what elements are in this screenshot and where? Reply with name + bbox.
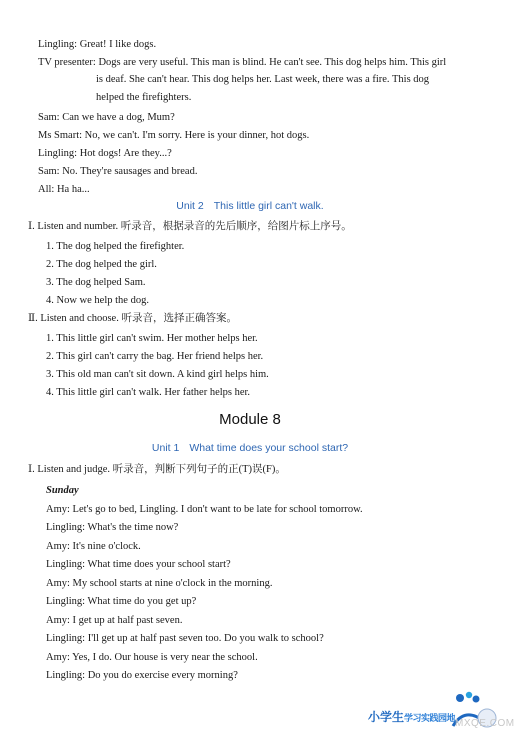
list-item: 2. The dog helped the girl. bbox=[46, 259, 157, 270]
dialogue-line: is deaf. She can't hear. This dog helps her. Last week, there was a fire. This dog bbox=[96, 74, 430, 85]
list-item: 4. This little girl can't walk. Her father helps her. bbox=[46, 387, 251, 398]
day-label: Sunday bbox=[46, 485, 79, 496]
dialogue-line: All: Ha ha... bbox=[38, 184, 90, 195]
unit-title: What time does your school start? bbox=[189, 442, 349, 454]
list-item: 3. This old man can't sit down. A kind girl helps him. bbox=[46, 369, 269, 380]
unit-heading bbox=[0, 442, 500, 454]
dialogue-line: Sam: No. They're sausages and bread. bbox=[38, 166, 198, 177]
brand-main: 小学生 bbox=[368, 710, 405, 724]
unit-heading bbox=[0, 200, 500, 212]
unit-label: Unit 2 bbox=[176, 200, 204, 212]
dialogue-line: Amy: I get up at half past seven. bbox=[46, 615, 183, 626]
footer-logo bbox=[365, 688, 515, 735]
dialogue-line: Lingling: What time does your school start? bbox=[46, 559, 231, 570]
section-header: Ⅰ. Listen and judge. 听录音，判断下列句子的正(T)误(F)。 bbox=[28, 464, 286, 475]
list-item: 3. The dog helped Sam. bbox=[46, 277, 146, 288]
unit-title: This little girl can't walk. bbox=[213, 200, 324, 212]
dialogue-line: Lingling: What's the time now? bbox=[46, 522, 179, 533]
list-item: 4. Now we help the dog. bbox=[46, 295, 149, 306]
dialogue-line: Lingling: I'll get up at half past seven too. Do you walk to school? bbox=[46, 633, 324, 644]
dialogue-line: Sam: Can we have a dog, Mum? bbox=[38, 112, 175, 123]
section-header: Ⅱ. Listen and choose. 听录音，选择正确答案。 bbox=[28, 313, 237, 324]
dialogue-line: Ms Smart: No, we can't. I'm sorry. Here is your dinner, hot dogs. bbox=[38, 130, 310, 141]
dialogue-line: Lingling: Do you do exercise every morning? bbox=[46, 670, 238, 681]
module-heading: Module 8 bbox=[219, 411, 281, 428]
list-item: 1. This little girl can't swim. Her mother helps her. bbox=[46, 333, 258, 344]
footer-brand bbox=[368, 708, 455, 725]
unit-label: Unit 1 bbox=[151, 442, 180, 454]
dialogue-line: Amy: My school starts at nine o'clock in the morning. bbox=[46, 578, 273, 589]
dialogue-line: Amy: Let's go to bed, Lingling. I don't want to be late for school tomorrow. bbox=[46, 504, 363, 515]
list-item: 1. The dog helped the firefighter. bbox=[46, 241, 185, 252]
dialogue-line: helped the firefighters. bbox=[96, 92, 192, 103]
brand-sub: 学习实践园地 bbox=[404, 714, 456, 724]
dialogue-line: Amy: Yes, I do. Our house is very near the school. bbox=[46, 652, 258, 663]
dialogue-line: Lingling: Great! I like dogs. bbox=[38, 39, 157, 50]
watermark: MXQE.COM bbox=[455, 718, 515, 729]
dialogue-line: Lingling: Hot dogs! Are they...? bbox=[38, 148, 172, 159]
dialogue-line: TV presenter: Dogs are very useful. This man is blind. He can't see. This dog helps him. This girl bbox=[38, 57, 447, 68]
dialogue-line: Lingling: What time do you get up? bbox=[46, 596, 197, 607]
dialogue-line: Amy: It's nine o'clock. bbox=[46, 541, 141, 552]
list-item: 2. This girl can't carry the bag. Her friend helps her. bbox=[46, 351, 264, 362]
section-header: Ⅰ. Listen and number. 听录音，根据录音的先后顺序，给图片标上序号。 bbox=[28, 221, 352, 232]
